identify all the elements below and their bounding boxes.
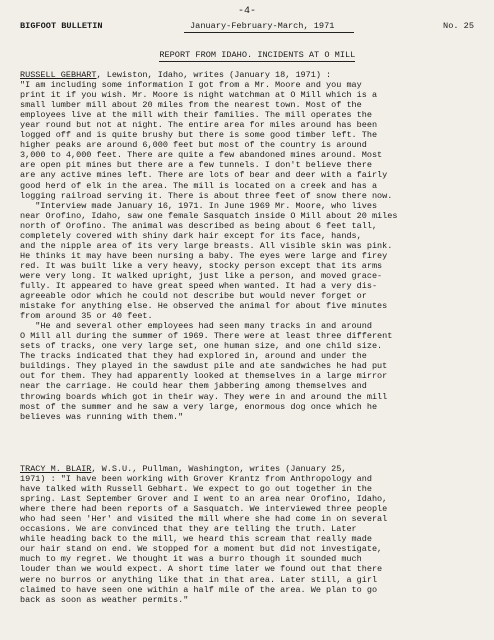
text-line: sets of tracks, one very large set, one human size, and one child size. bbox=[20, 341, 383, 352]
text-line: print it if you wish. Mr. Moore is night watchman at O Mill which is a bbox=[20, 90, 378, 101]
text-line: near Orofino, Idaho, saw one female Sasquatch inside O Mill about 20 miles bbox=[20, 210, 398, 221]
text-line: throwing boards which got in their way. They were in and around the mill bbox=[20, 391, 388, 402]
article-title bbox=[0, 40, 494, 72]
text-line: "He and several other employees had seen many tracks in and around bbox=[20, 321, 372, 332]
text-line: back as soon as weather permits." bbox=[20, 594, 189, 605]
text-line: 3,000 to 4,000 feet. There are quite a few abandoned mines around. Most bbox=[20, 150, 383, 161]
text-line: most of the summer and he saw a very large, enormous dog once which he bbox=[20, 401, 378, 412]
line-text: , Lewiston, Idaho, writes (January 18, 1971) : bbox=[96, 70, 332, 80]
text-line: "I am including some information I got from a Mr. Moore and you may bbox=[20, 80, 362, 91]
text-line: spring. Last September Grover and I went to an area near Orofino, Idaho, bbox=[20, 494, 388, 505]
text-line: year round but not at night. The entire area for miles around has been bbox=[20, 120, 378, 131]
text-line: red. It was built like a very heavy, stocky person except that its arms bbox=[20, 260, 383, 271]
text-line: where there had been reports of a Sasquatch. We interviewed three people bbox=[20, 504, 388, 515]
text-line: O Mill all during the summer of 1969. There were at least three different bbox=[20, 331, 393, 342]
text-line: agreeable odor which he could not describe but would never forget or bbox=[20, 291, 367, 302]
text-line: higher peaks are around 6,000 feet but most of the country is around bbox=[20, 140, 367, 151]
text-line: are open pit mines but there are a few tunnels. I don't believe there bbox=[20, 160, 372, 171]
text-line: 1971) : "I have been working with Grover Krantz from Anthropology and bbox=[20, 474, 372, 485]
text-line: He thinks it may have been nursing a baby. The eyes were large and firey bbox=[20, 250, 388, 261]
text-line: "Interview made January 16, 1971. In June 1969 Mr. Moore, who lives bbox=[20, 200, 378, 211]
text-line: employees live at the mill with their families. The mill operates the bbox=[20, 110, 372, 121]
text-line: completely covered with shiny dark hair except for its face, hands, bbox=[20, 230, 362, 241]
text-line: near the carriage. He could hear them jabbering among themselves and bbox=[20, 381, 367, 392]
reporter-name: TRACY M. BLAIR bbox=[20, 464, 92, 474]
text-line: and the nipple area of its very large breasts. All visible skin was pink. bbox=[20, 240, 393, 251]
text-line: believes was running with them." bbox=[20, 411, 184, 422]
text-line: logged off and is quite brushy but there is some good timber left. The bbox=[20, 130, 378, 141]
article-title-text: REPORT FROM IDAHO. INCIDENTS AT O MILL bbox=[159, 50, 356, 60]
text-line: have talked with Russell Gebhart. We expect to go out together in the bbox=[20, 484, 372, 495]
reporter-name: RUSSELL GEBHART bbox=[20, 70, 97, 80]
text-line: are any active mines left. There are lots of bear and deer with a fairly bbox=[20, 170, 388, 181]
text-line: good herd of elk in the area. The mill is located on a creek and has a bbox=[20, 180, 378, 191]
header-rule bbox=[184, 32, 354, 33]
text-line: claimed to have seen one within a half mile of the area. We plan to go bbox=[20, 584, 378, 595]
text-line: fully. It appeared to have great speed when wanted. It had a very dis- bbox=[20, 280, 378, 291]
text-line: from around 35 or 40 feet. bbox=[20, 311, 153, 322]
text-line: north of Orofino. The animal was described as being about 6 feet tall, bbox=[20, 220, 378, 231]
text-line: our hair stand on end. We stopped for a moment but did not investigate, bbox=[20, 544, 383, 555]
issue-date: January-February-March, 1971 bbox=[190, 21, 335, 31]
text-line: who had seen 'Her' and visited the mill where she had come in on several bbox=[20, 514, 388, 525]
text-line: small lumber mill about 20 miles from the nearest town. Most of the bbox=[20, 100, 362, 111]
text-line: mistake for anything else. He observed the animal for about five minutes bbox=[20, 301, 388, 312]
text-line bbox=[20, 464, 480, 474]
issue-number: No. 25 bbox=[443, 21, 474, 31]
publication-name: BIGFOOT BULLETIN bbox=[20, 21, 103, 31]
report-blair bbox=[20, 464, 480, 605]
page-number: -4- bbox=[237, 6, 256, 17]
text-line: The tracks indicated that they had explored in, around and under the bbox=[20, 351, 367, 362]
line-text: , W.S.U., Pullman, Washington, writes (January 25, bbox=[91, 464, 347, 474]
text-line: were very long. It walked upright, just like a person, and moved grace- bbox=[20, 270, 383, 281]
text-line: out for them. They had apparently looked at themselves in a large mirror bbox=[20, 371, 388, 382]
text-line: buildings. They played in the sawdust pile and ate sandwiches he had put bbox=[20, 361, 388, 372]
text-line: louder than we would expect. A short time later we found out that there bbox=[20, 564, 383, 575]
text-line: much to my regret. We thought it was a burro though it sounded much bbox=[20, 554, 362, 565]
text-line: logging railroad serving it. There is about three feet of snow there now. bbox=[20, 190, 393, 201]
text-line: while heading back to the mill, we heard this scream that really made bbox=[20, 534, 372, 545]
text-line bbox=[20, 70, 480, 80]
text-line: occasions. We are convinced that they are telling the truth. Later bbox=[20, 524, 357, 535]
text-line: were no burros or anything like that in that area. Later still, a girl bbox=[20, 574, 378, 585]
report-gebhart bbox=[20, 70, 480, 422]
